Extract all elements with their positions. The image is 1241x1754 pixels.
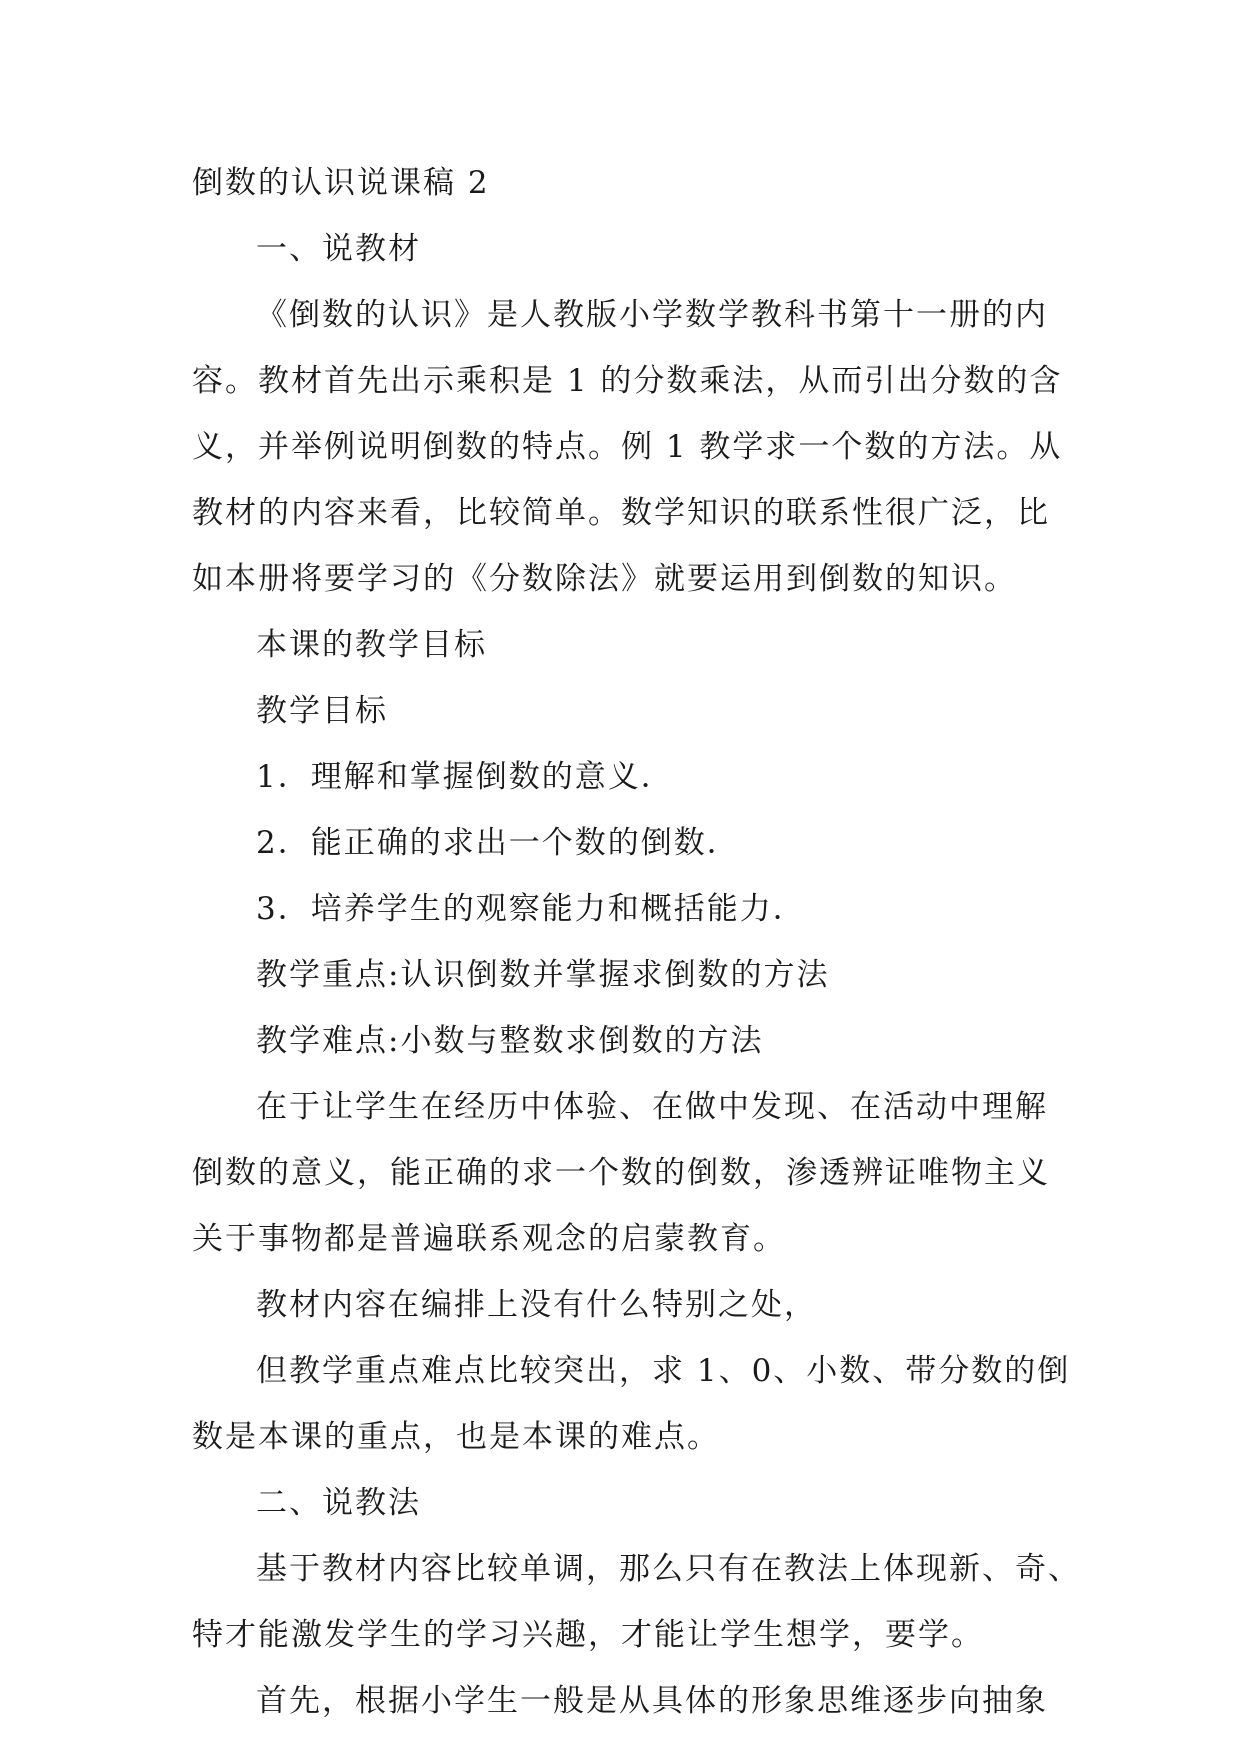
text-line: 教学重点:认识倒数并掌握求倒数的方法 xyxy=(256,957,830,993)
text-line: 倒数的意义，能正确的求一个数的倒数，渗透辨证唯物主义 xyxy=(192,1155,1050,1191)
text-line: 一、说教材 xyxy=(256,231,421,267)
text-line: 基于教材内容比较单调，那么只有在教法上体现新、奇、 xyxy=(256,1551,1081,1587)
document-page xyxy=(192,150,1081,1734)
text-line: 在于让学生在经历中体验、在做中发现、在活动中理解 xyxy=(256,1089,1048,1125)
text-line: 容。教材首先出示乘积是 1 的分数乘法，从而引出分数的含 xyxy=(192,363,1063,399)
text-line: 但教学重点难点比较突出，求 1、0、小数、带分数的倒 xyxy=(256,1353,1071,1389)
text-line: 教材内容在编排上没有什么特别之处， xyxy=(256,1287,817,1323)
text-line: 首先，根据小学生一般是从具体的形象思维逐步向抽象 xyxy=(256,1683,1048,1719)
text-line: 2．能正确的求出一个数的倒数． xyxy=(256,825,740,861)
text-line: 数是本课的重点，也是本课的难点。 xyxy=(192,1419,720,1455)
text-line: 特才能激发学生的学习兴趣，才能让学生想学，要学。 xyxy=(192,1617,984,1653)
text-line: 义，并举例说明倒数的特点。例 1 教学求一个数的方法。从 xyxy=(192,429,1063,465)
text-line: 如本册将要学习的《分数除法》就要运用到倒数的知识。 xyxy=(192,561,1017,597)
document-body xyxy=(192,216,1081,1734)
text-line: 本课的教学目标 xyxy=(256,627,487,663)
text-line: 1．理解和掌握倒数的意义． xyxy=(256,759,674,795)
text-line: 《倒数的认识》是人教版小学数学教科书第十一册的内 xyxy=(256,297,1048,333)
text-line: 教材的内容来看，比较简单。数学知识的联系性很广泛，比 xyxy=(192,495,1050,531)
text-line: 二、说教法 xyxy=(256,1485,421,1521)
text-line: 教学难点:小数与整数求倒数的方法 xyxy=(256,1023,764,1059)
document-title: 倒数的认识说课稿 2 xyxy=(192,165,490,201)
text-line: 关于事物都是普遍联系观念的启蒙教育。 xyxy=(192,1221,786,1257)
text-line: 3．培养学生的观察能力和概括能力． xyxy=(256,891,806,927)
text-line: 教学目标 xyxy=(256,693,388,729)
